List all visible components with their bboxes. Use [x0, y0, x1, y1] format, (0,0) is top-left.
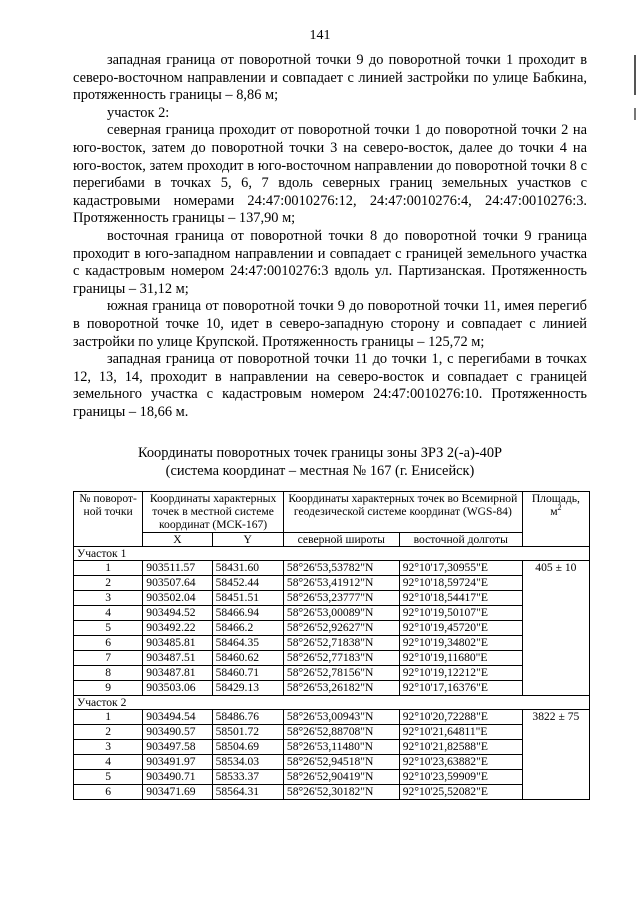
body-text: [73, 52, 587, 421]
x-cell: 903485.81: [143, 636, 212, 651]
latitude-cell: 58°26'52,88708"N: [283, 725, 399, 740]
latitude-cell: 58°26'53,00943"N: [283, 710, 399, 725]
x-cell: 903503.06: [143, 681, 212, 696]
latitude-cell: 58°26'53,00089"N: [283, 606, 399, 621]
longitude-cell: 92°10'23,63882"E: [399, 755, 522, 770]
x-cell: 903487.51: [143, 651, 212, 666]
longitude-cell: 92°10'21,64811"E: [399, 725, 522, 740]
point-number-cell: 2: [74, 576, 143, 591]
x-cell: 903487.81: [143, 666, 212, 681]
point-number-cell: 1: [74, 710, 143, 725]
y-cell: 58486.76: [212, 710, 283, 725]
latitude-cell: 58°26'52,77183"N: [283, 651, 399, 666]
latitude-cell: 58°26'53,23777"N: [283, 591, 399, 606]
y-cell: 58431.60: [212, 561, 283, 576]
section-label: Участок 2: [74, 696, 590, 710]
x-cell: 903490.71: [143, 770, 212, 785]
longitude-cell: 92°10'19,45720"E: [399, 621, 522, 636]
table-row: [74, 651, 590, 666]
y-cell: 58466.94: [212, 606, 283, 621]
paragraph: западная граница от поворотной точки 9 до поворотной точки 1 проходит в северо-восточном направлении и совпадает с линией застройки по улице Бабкина, протяженность границы – 8,86 м;: [73, 52, 587, 104]
y-cell: 58451.51: [212, 591, 283, 606]
y-cell: 58460.62: [212, 651, 283, 666]
latitude-cell: 58°26'53,26182"N: [283, 681, 399, 696]
section-row: [74, 546, 590, 560]
y-cell: 58533.37: [212, 770, 283, 785]
header-area-label: Площадь, м: [531, 492, 580, 519]
x-cell: 903507.64: [143, 576, 212, 591]
point-number-cell: 3: [74, 591, 143, 606]
point-number-cell: 5: [74, 621, 143, 636]
point-number-cell: 3: [74, 740, 143, 755]
longitude-cell: 92°10'19,50107"E: [399, 606, 522, 621]
latitude-cell: 58°26'53,11480"N: [283, 740, 399, 755]
x-cell: 903491.97: [143, 755, 212, 770]
header-point-number: № поворот-ной точки: [74, 492, 143, 547]
y-cell: 58501.72: [212, 725, 283, 740]
header-local-coordinates: Координаты характерных точек в местной системе координат (МСК-167): [143, 492, 284, 533]
y-cell: 58429.13: [212, 681, 283, 696]
point-number-cell: 6: [74, 785, 143, 800]
section-title-line: (система координат – местная № 167 (г. Енисейск): [165, 463, 475, 479]
section-label: Участок 1: [74, 546, 590, 560]
table-row: [74, 785, 590, 800]
point-number-cell: 4: [74, 755, 143, 770]
x-cell: 903490.57: [143, 725, 212, 740]
x-cell: 903494.54: [143, 710, 212, 725]
y-cell: 58504.69: [212, 740, 283, 755]
point-number-cell: 8: [74, 666, 143, 681]
y-cell: 58464.35: [212, 636, 283, 651]
header-y: Y: [212, 532, 283, 546]
x-cell: 903497.58: [143, 740, 212, 755]
latitude-cell: 58°26'53,53782"N: [283, 561, 399, 576]
paragraph: восточная граница от поворотной точки 8 до поворотной точки 9 граница проходит в юго-западном направлении и совпадает с границей земельного участка с кадастровым номером 24:47:0010276:3 вдоль ул. Партизанская. Протяженность границы – 31,12 м;: [73, 227, 587, 297]
point-number-cell: 7: [74, 651, 143, 666]
longitude-cell: 92°10'19,11680"E: [399, 651, 522, 666]
x-cell: 903471.69: [143, 785, 212, 800]
area-cell: 3822 ± 75: [522, 710, 589, 800]
x-cell: 903511.57: [143, 561, 212, 576]
y-cell: 58534.03: [212, 755, 283, 770]
table-row: [74, 636, 590, 651]
longitude-cell: 92°10'17,16376"E: [399, 681, 522, 696]
longitude-cell: 92°10'19,34802"E: [399, 636, 522, 651]
point-number-cell: 4: [74, 606, 143, 621]
longitude-cell: 92°10'17,30955"E: [399, 561, 522, 576]
header-area: [522, 492, 589, 547]
header-longitude: восточной долготы: [399, 532, 522, 546]
y-cell: 58564.31: [212, 785, 283, 800]
table-row: [74, 606, 590, 621]
section-title: [0, 444, 640, 480]
x-cell: 903492.22: [143, 621, 212, 636]
paragraph: западная граница от поворотной точки 11 до точки 1, с перегибами в точках 12, 13, 14, проходит в направлении на северо-восток и совпадает с границей земельного участка с кадастровым номером 24:47:0010276:10. Протяженность границы – 18,66 м.: [73, 351, 587, 420]
coordinates-table-body: [74, 546, 590, 799]
coordinates-table: [73, 491, 590, 800]
point-number-cell: 2: [74, 725, 143, 740]
point-number-cell: 5: [74, 770, 143, 785]
header-x: X: [143, 532, 212, 546]
latitude-cell: 58°26'52,71838"N: [283, 636, 399, 651]
table-row: [74, 576, 590, 591]
table-row: [74, 681, 590, 696]
page-number: 141: [309, 28, 331, 43]
paragraph-label: участок 2:: [107, 104, 170, 121]
latitude-cell: 58°26'52,90419"N: [283, 770, 399, 785]
latitude-cell: 58°26'53,41912"N: [283, 576, 399, 591]
table-row: [74, 561, 590, 576]
header-latitude: северной широты: [283, 532, 399, 546]
latitude-cell: 58°26'52,94518"N: [283, 755, 399, 770]
scan-edge-mark: [634, 108, 636, 120]
y-cell: 58466.2: [212, 621, 283, 636]
paragraph: северная граница проходит от поворотной точки 1 до поворотной точки 2 на юго-восток, затем до поворотной точки 3 на северо-восток, далее до точки 4 на юго-восток, затем проходит в юго-восточном направлении до поворотной точки 8 с перегибами в точках 5, 6, 7 вдоль северных границ земельных участков с кадастровыми номерами 24:47:0010276:12, 24:47:0010276:4, 24:47:0010276:3. Протяженность границы – 137,90 м;: [73, 122, 587, 227]
y-cell: 58460.71: [212, 666, 283, 681]
latitude-cell: 58°26'52,30182"N: [283, 785, 399, 800]
area-cell: 405 ± 10: [522, 561, 589, 696]
paragraph: южная граница от поворотной точки 9 до поворотной точки 11, имея перегиб в поворотной точке 10, идет в северо-западную сторону и совпадает с линией застройки по улице Крупской. Протяженность границы – 125,72 м;: [73, 298, 587, 350]
table-row: [74, 770, 590, 785]
y-cell: 58452.44: [212, 576, 283, 591]
longitude-cell: 92°10'20,72288"E: [399, 710, 522, 725]
table-row: [74, 666, 590, 681]
table-row: [74, 740, 590, 755]
longitude-cell: 92°10'23,59909"E: [399, 770, 522, 785]
point-number-cell: 6: [74, 636, 143, 651]
longitude-cell: 92°10'18,59724"E: [399, 576, 522, 591]
section-row: [74, 696, 590, 710]
x-cell: 903502.04: [143, 591, 212, 606]
table-row: [74, 710, 590, 725]
table-row: [74, 621, 590, 636]
table-row: [74, 725, 590, 740]
point-number-cell: 1: [74, 561, 143, 576]
longitude-cell: 92°10'19,12212"E: [399, 666, 522, 681]
scan-edge-mark: [634, 55, 636, 95]
header-area-superscript: 2: [557, 503, 562, 513]
longitude-cell: 92°10'21,82588"E: [399, 740, 522, 755]
latitude-cell: 58°26'52,78156"N: [283, 666, 399, 681]
section-title-line: Координаты поворотных точек границы зоны ЗРЗ 2(-а)-40Р: [137, 445, 503, 461]
longitude-cell: 92°10'25,52082"E: [399, 785, 522, 800]
table-row: [74, 755, 590, 770]
x-cell: 903494.52: [143, 606, 212, 621]
point-number-cell: 9: [74, 681, 143, 696]
header-wgs-coordinates: Координаты характерных точек во Всемирной геодезической системе координат (WGS-84): [283, 492, 522, 533]
latitude-cell: 58°26'52,92627"N: [283, 621, 399, 636]
table-row: [74, 591, 590, 606]
longitude-cell: 92°10'18,54417"E: [399, 591, 522, 606]
